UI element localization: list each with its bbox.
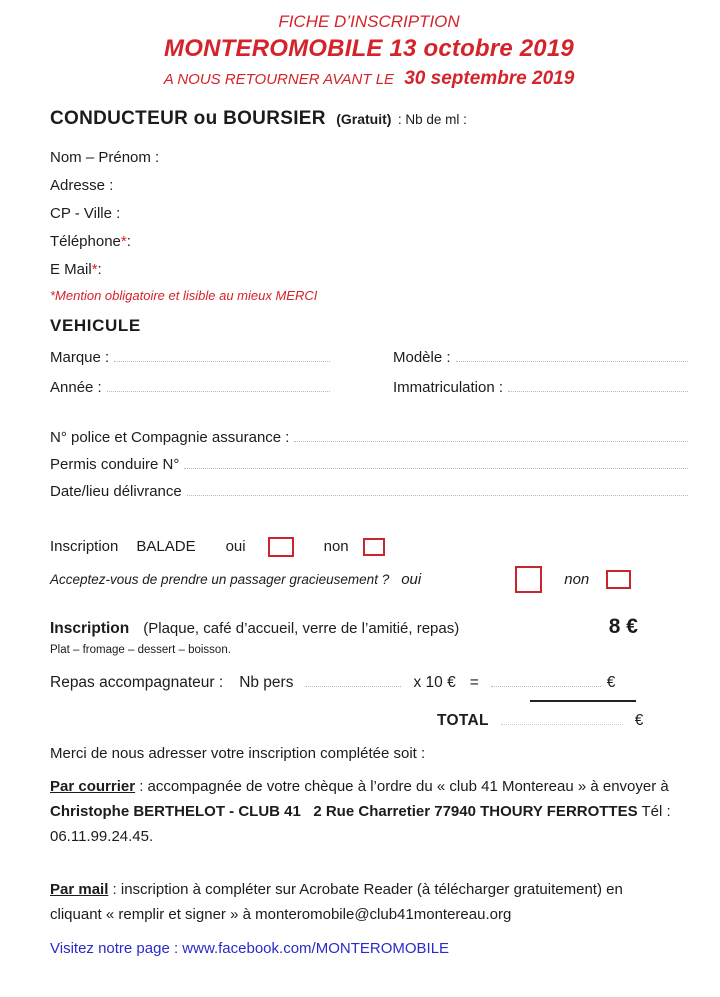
deadline-prefix: A NOUS RETOURNER AVANT LE — [163, 71, 395, 88]
telephone-label-colon: : — [126, 232, 131, 250]
annee-label: Année : — [50, 379, 102, 396]
immatriculation-row — [393, 377, 688, 395]
total-label: TOTAL — [437, 712, 489, 729]
fee-inscription-label: Inscription — [50, 620, 130, 637]
email-required-star: * — [91, 260, 98, 278]
passenger-non-checkbox[interactable] — [606, 570, 631, 589]
deadline-line — [50, 67, 688, 92]
email-input-area[interactable] — [102, 260, 688, 278]
total-input-line[interactable] — [501, 710, 623, 725]
event-title: MONTEROMOBILE 13 octobre 2019 — [164, 35, 574, 62]
balade-oui-checkbox[interactable] — [268, 537, 294, 557]
courrier-text-2: Tél : 06.11.99.24.45. — [50, 803, 671, 845]
form-title: FICHE D’INSCRIPTION — [278, 12, 460, 31]
passenger-question: Acceptez-vous de prendre un passager gracieusement ? — [50, 572, 390, 587]
merci-line: Merci de nous adresser votre inscription complétée soit : — [50, 745, 426, 762]
deadline-date: 30 septembre 2019 — [404, 68, 575, 89]
mandatory-mention: *Mention obligatoire et lisible au mieux MERCI — [50, 288, 318, 303]
delivrance-row — [50, 481, 688, 499]
balade-row — [50, 533, 688, 560]
courrier-address-bold: Christophe BERTHELOT - CLUB 41 2 Rue Charretier 77940 THOURY FERROTTES — [50, 803, 638, 820]
inscription-word: Inscription — [50, 538, 119, 555]
passenger-oui-label: oui — [401, 571, 422, 588]
passenger-row — [50, 566, 688, 593]
conducteur-fields — [50, 143, 688, 283]
fee-inscription-detail: (Plaque, café d’accueil, verre de l’amitié, repas) — [143, 620, 460, 637]
nb-pers-label: Nb pers — [239, 674, 294, 691]
adresse-input-area[interactable] — [113, 176, 688, 194]
total-euro-sign: € — [634, 712, 644, 729]
modele-input-line[interactable] — [456, 347, 688, 362]
nb-ml-label: : Nb de ml : — [397, 112, 467, 127]
total-separator-line — [530, 700, 636, 702]
cp-ville-input-area[interactable] — [120, 204, 688, 222]
permis-label: Permis conduire N° — [50, 456, 180, 473]
nb-pers-input-line[interactable] — [305, 672, 401, 687]
email-label: E Mail — [50, 260, 92, 278]
permis-input-line[interactable] — [184, 454, 688, 469]
mail-paragraph — [50, 877, 678, 927]
balade-non-label: non — [323, 538, 349, 555]
courrier-text-1: : accompagnée de votre chèque à l’ordre du « club 41 Montereau » à envoyer à — [135, 778, 669, 795]
repas-row — [50, 672, 688, 692]
passenger-oui-checkbox[interactable] — [515, 566, 542, 593]
courrier-title: Par courrier — [50, 778, 136, 795]
courrier-paragraph — [50, 774, 678, 849]
immatriculation-label: Immatriculation : — [393, 379, 504, 396]
modele-row — [393, 347, 688, 365]
permis-row — [50, 454, 688, 472]
equals-sign: = — [469, 674, 479, 691]
field-row-adresse — [50, 171, 688, 199]
telephone-label: Téléphone — [50, 232, 121, 250]
annee-input-line[interactable] — [107, 377, 330, 392]
times-ten-label: x 10 € — [413, 674, 456, 691]
assurance-block — [50, 427, 688, 499]
cp-ville-label: CP - Ville : — [50, 204, 121, 222]
conducteur-section-title — [50, 106, 688, 133]
modele-label: Modèle : — [393, 349, 451, 366]
balade-word: BALADE — [136, 538, 196, 555]
telephone-required-star: * — [120, 232, 127, 250]
menu-description: Plat – fromage – dessert – boisson. — [50, 644, 231, 656]
nom-input-area[interactable] — [159, 148, 688, 166]
police-label: N° police et Compagnie assurance : — [50, 429, 290, 446]
delivrance-label: Date/lieu délivrance — [50, 483, 182, 500]
total-row — [50, 710, 688, 730]
telephone-input-area[interactable] — [131, 232, 688, 250]
balade-oui-label: oui — [225, 538, 246, 555]
gratuit-label: (Gratuit) — [336, 111, 392, 127]
delivrance-input-line[interactable] — [187, 481, 688, 496]
passenger-non-label: non — [564, 571, 590, 588]
fee-price: 8 € — [608, 615, 638, 638]
field-row-nom — [50, 143, 688, 171]
inscription-fee-row — [50, 615, 688, 641]
marque-input-line[interactable] — [114, 347, 330, 362]
marque-label: Marque : — [50, 349, 110, 366]
police-input-line[interactable] — [294, 427, 688, 442]
nom-label: Nom – Prénom : — [50, 148, 160, 166]
immatriculation-input-line[interactable] — [508, 377, 688, 392]
marque-row — [50, 347, 330, 365]
annee-row — [50, 377, 330, 395]
repas-total-input-line[interactable] — [491, 672, 601, 687]
field-row-email — [50, 255, 688, 283]
balade-non-checkbox[interactable] — [363, 538, 385, 556]
vehicule-section-title: VEHICULE — [50, 316, 141, 335]
facebook-link-line[interactable]: Visitez notre page : www.facebook.com/MONTEROMOBILE — [50, 940, 450, 957]
field-row-telephone — [50, 227, 688, 255]
adresse-label: Adresse : — [50, 176, 114, 194]
vehicule-grid — [50, 347, 688, 395]
mail-title: Par mail — [50, 881, 109, 898]
repas-euro-sign: € — [606, 674, 616, 691]
field-row-cp-ville — [50, 199, 688, 227]
police-row — [50, 427, 688, 445]
repas-label: Repas accompagnateur : — [50, 674, 224, 691]
mail-text: : inscription à compléter sur Acrobate Reader (à télécharger gratuitement) en cliquant « remplir et signer » à monteromobile@club41montereau.org — [50, 881, 623, 923]
conducteur-title-text: CONDUCTEUR ou BOURSIER — [50, 108, 326, 129]
email-label-colon: : — [97, 260, 102, 278]
